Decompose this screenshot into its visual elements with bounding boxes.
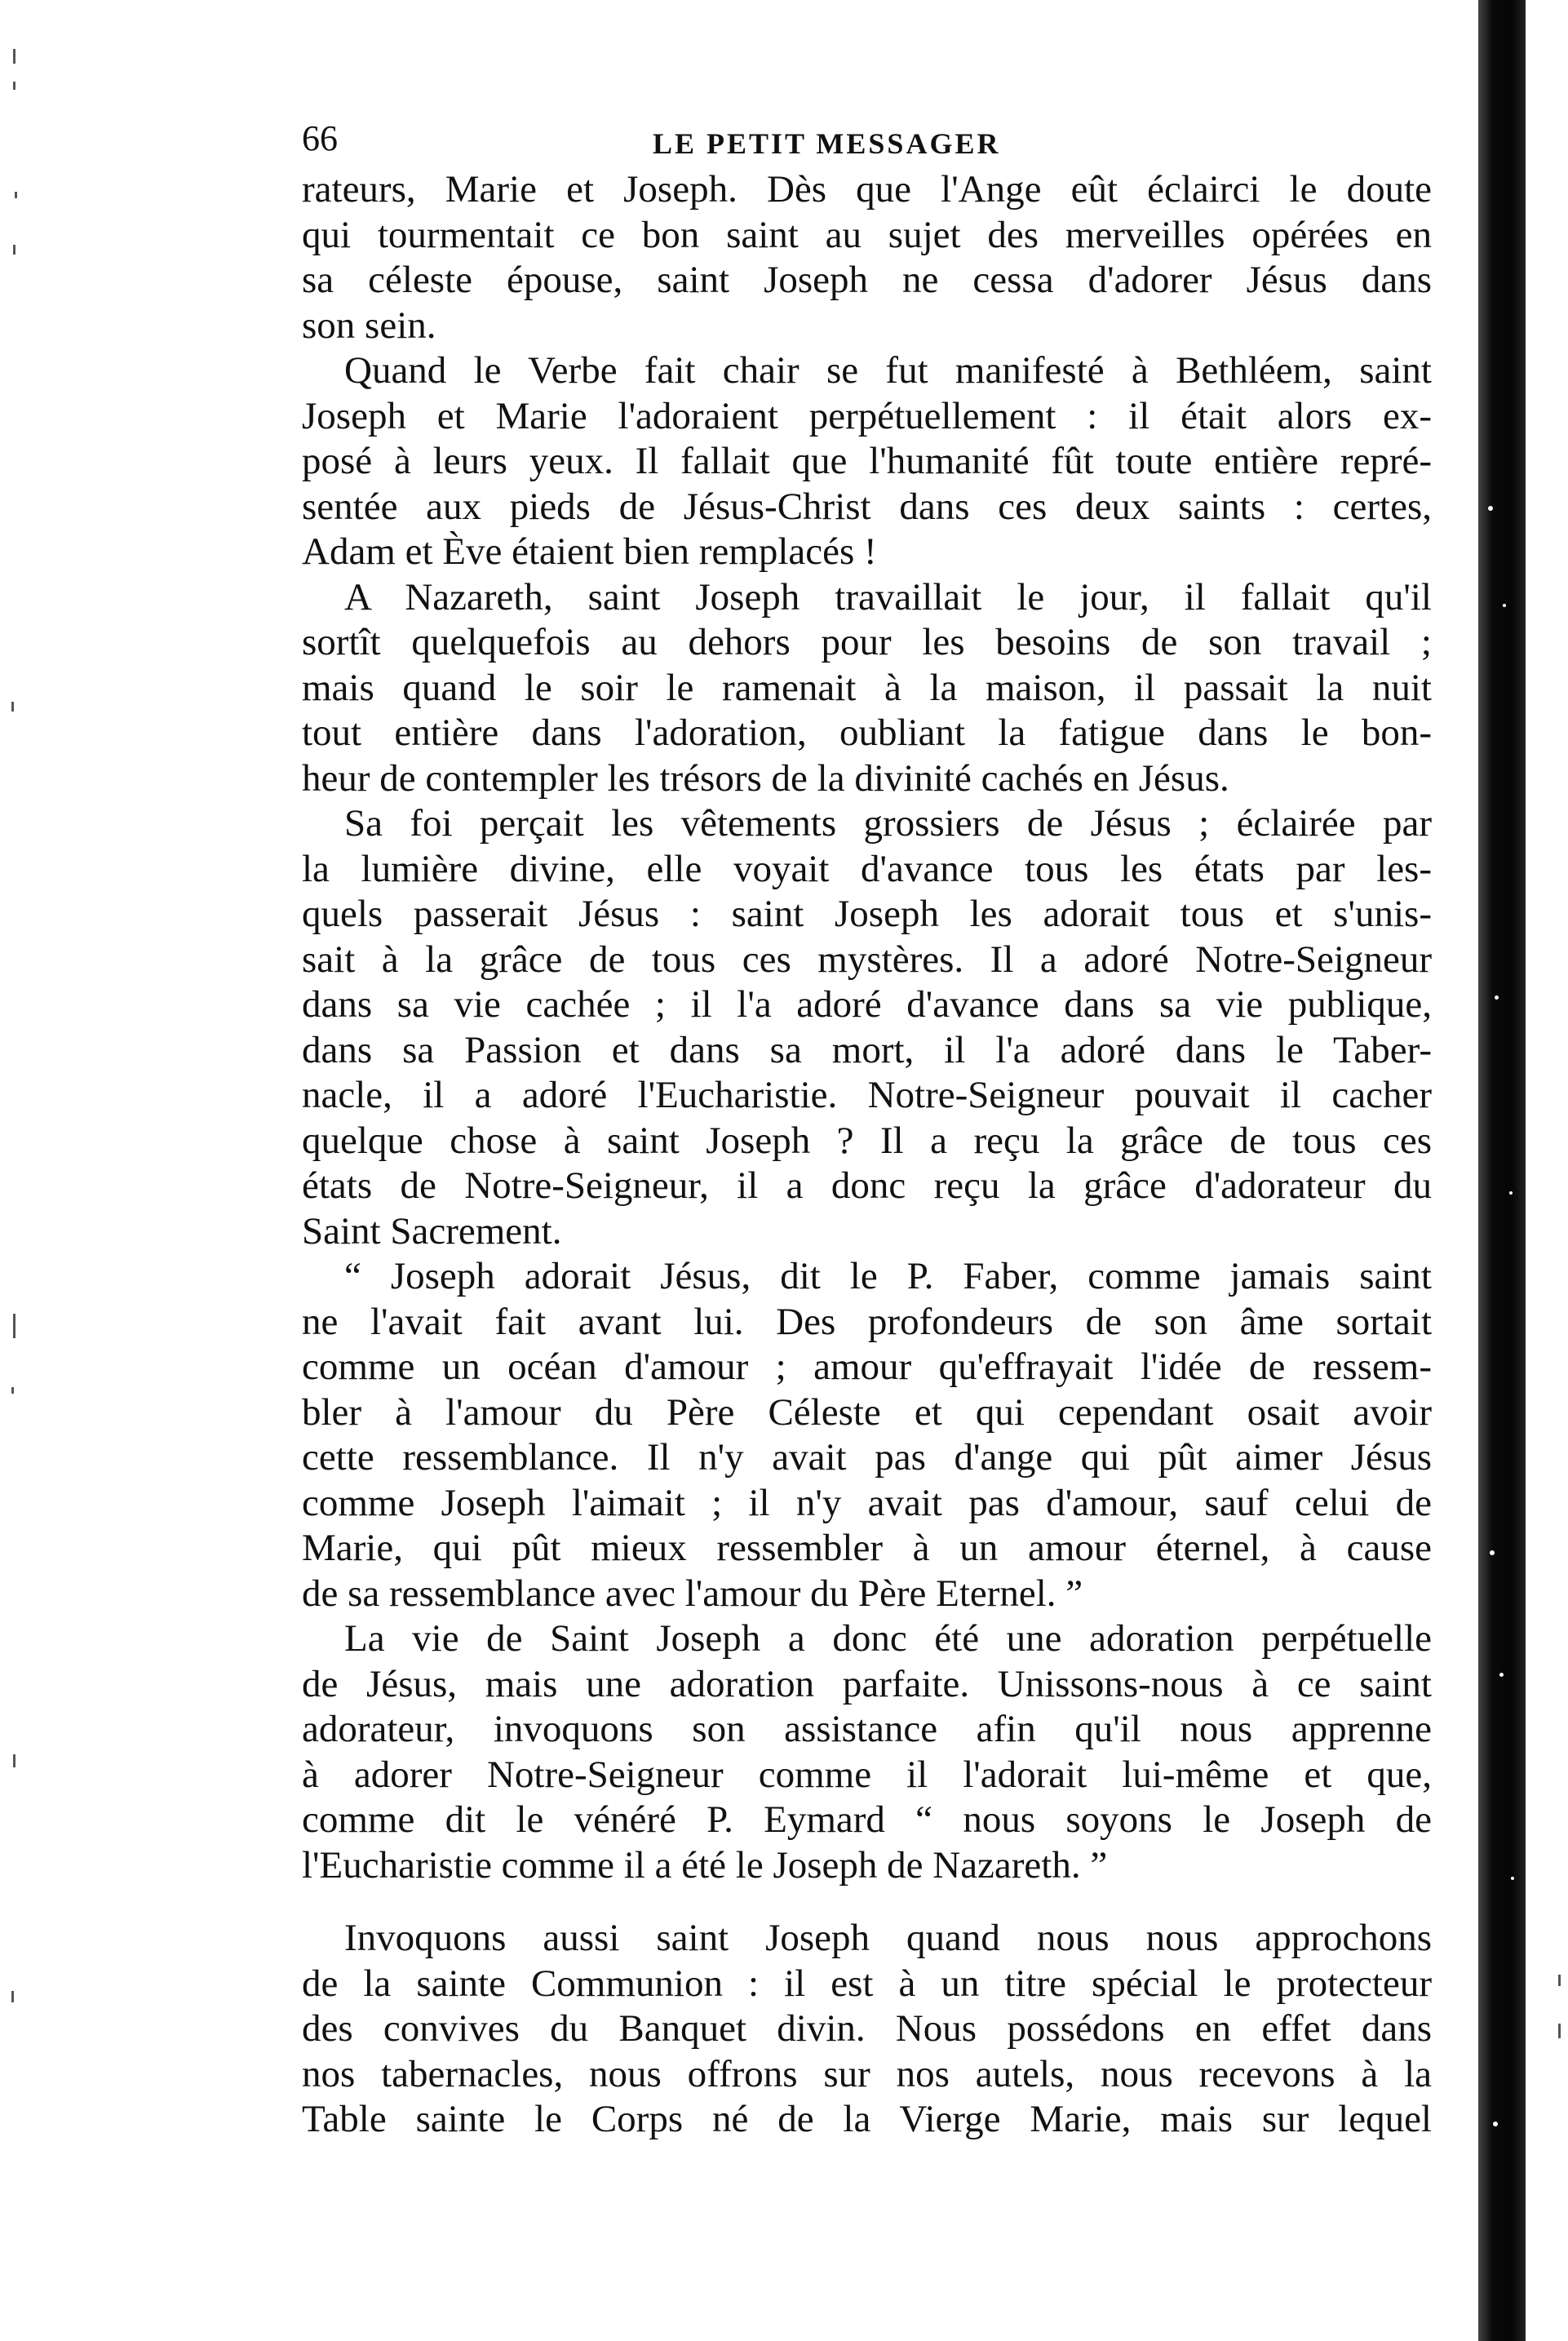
paragraph-gap xyxy=(302,1888,1432,1916)
scan-speck xyxy=(1509,1191,1513,1195)
text-line: de Jésus, mais une adoration parfaite. Unissons-nous à ce saint xyxy=(302,1662,1432,1705)
scan-speck xyxy=(1488,506,1493,511)
text-line: La vie de Saint Joseph a donc été une adoration perpétuelle xyxy=(344,1617,1432,1660)
text-line: Quand le Verbe fait chair se fut manifesté à Bethléem, saint xyxy=(344,349,1432,392)
text-line: tout entière dans l'adoration, oubliant la fatigue dans le bon- xyxy=(302,712,1432,754)
scan-edge-shadow xyxy=(1478,0,1526,2341)
text-line: Table sainte le Corps né de la Vierge Marie, mais sur lequel xyxy=(302,2098,1432,2140)
scan-speck xyxy=(1495,995,1499,1000)
running-head xyxy=(302,114,1436,163)
scan-speck xyxy=(1490,1550,1495,1555)
text-line: sait à la grâce de tous ces mystères. Il a adoré Notre-Seigneur xyxy=(302,938,1432,981)
text-line: quelque chose à saint Joseph ? Il a reçu la grâce de tous ces xyxy=(302,1119,1432,1162)
text-line: “ Joseph adorait Jésus, dit le P. Faber, comme jamais saint xyxy=(344,1255,1432,1297)
journal-title: LE PETIT MESSAGER xyxy=(653,127,1001,160)
text-line: rateurs, Marie et Joseph. Dès que l'Ange eût éclairci le doute xyxy=(302,168,1432,211)
text-line: Joseph et Marie l'adoraient perpétuellement : il était alors ex- xyxy=(302,394,1432,437)
text-line: la lumière divine, elle voyait d'avance tous les états par les- xyxy=(302,847,1432,890)
text-line: son sein. xyxy=(302,304,436,347)
text-line: sa céleste épouse, saint Joseph ne cessa d'adorer Jésus dans xyxy=(302,259,1432,301)
text-line: adorateur, invoquons son assistance afin qu'il nous apprenne xyxy=(302,1708,1432,1750)
text-line: bler à l'amour du Père Céleste et qui cependant osait avoir xyxy=(302,1390,1432,1434)
scan-speck xyxy=(1511,1877,1514,1880)
text-line: des convives du Banquet divin. Nous possédons en effet dans xyxy=(302,2007,1432,2050)
text-line: de sa ressemblance avec l'amour du Père Eternel. ” xyxy=(302,1572,1083,1615)
text-line: de la sainte Communion : il est à un titre spécial le protecteur xyxy=(302,1962,1432,2005)
text-line: nos tabernacles, nous offrons sur nos autels, nous recevons à la xyxy=(302,2052,1432,2095)
text-line: sentée aux pieds de Jésus-Christ dans ces deux saints : certes, xyxy=(302,485,1432,528)
text-line: A Nazareth, saint Joseph travaillait le jour, il fallait qu'il xyxy=(344,575,1432,619)
scan-speck xyxy=(1499,1673,1504,1677)
text-line: Invoquons aussi saint Joseph quand nous nous approchons xyxy=(344,1917,1432,1959)
text-line: Marie, qui pût mieux ressembler à un amour éternel, à cause xyxy=(302,1527,1432,1569)
text-line: sortît quelquefois au dehors pour les besoins de son travail ; xyxy=(302,621,1432,663)
text-line: comme Joseph l'aimait ; il n'y avait pas d'amour, sauf celui de xyxy=(302,1481,1432,1524)
text-line: heur de contempler les trésors de la divinité cachés en Jésus. xyxy=(302,756,1229,800)
text-line: comme dit le vénéré P. Eymard “ nous soyons le Joseph de xyxy=(302,1798,1432,1841)
text-line: états de Notre-Seigneur, il a donc reçu la grâce d'adorateur du xyxy=(302,1164,1432,1207)
text-line: l'Eucharistie comme il a été le Joseph de Nazareth. ” xyxy=(302,1843,1108,1887)
text-line: mais quand le soir le ramenait à la maison, il passait la nuit xyxy=(302,666,1432,709)
text-line: Adam et Ève étaient bien remplacés ! xyxy=(302,530,877,573)
page-number: 66 xyxy=(302,118,338,158)
text-line: Sa foi perçait les vêtements grossiers de Jésus ; éclairée par xyxy=(344,802,1432,845)
text-line: qui tourmentait ce bon saint au sujet des merveilles opérées en xyxy=(302,213,1432,256)
text-line: posé à leurs yeux. Il fallait que l'humanité fût toute entière repré- xyxy=(302,440,1432,482)
text-line: comme un océan d'amour ; amour qu'effrayait l'idée de ressem- xyxy=(302,1346,1432,1388)
text-line: dans sa vie cachée ; il l'a adoré d'avance dans sa vie publique, xyxy=(302,983,1432,1026)
text-line: cette ressemblance. Il n'y avait pas d'ange qui pût aimer Jésus xyxy=(302,1436,1432,1479)
scan-speck xyxy=(1503,604,1506,607)
text-line: dans sa Passion et dans sa mort, il l'a adoré dans le Taber- xyxy=(302,1028,1432,1071)
text-line: Saint Sacrement. xyxy=(302,1209,562,1253)
text-line: quels passerait Jésus : saint Joseph les adorait tous et s'unis- xyxy=(302,893,1432,935)
text-line: à adorer Notre-Seigneur comme il l'adorait lui-même et que, xyxy=(302,1753,1432,1796)
text-line: nacle, il a adoré l'Eucharistie. Notre-Seigneur pouvait il cacher xyxy=(302,1074,1432,1116)
scan-speck xyxy=(1493,2122,1498,2126)
body-text xyxy=(302,167,1432,2143)
text-line: ne l'avait fait avant lui. Des profondeurs de son âme sortait xyxy=(302,1300,1432,1343)
